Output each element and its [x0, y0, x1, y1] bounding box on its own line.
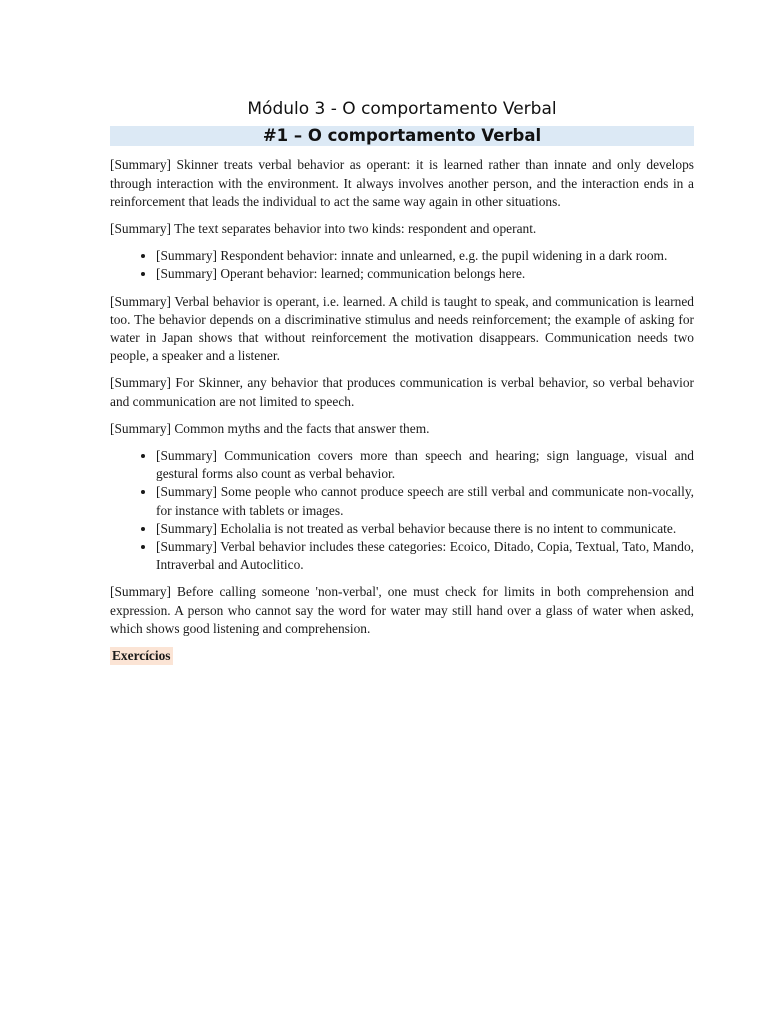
list-item-myth-4: • [Summary] Verbal behavior includes these categories: Ecoico, Ditado, Copia, Textual, Tato, Mando, Intraverbal and Autoclitico.: [156, 538, 694, 574]
list-item-operant: • [Summary] Operant behavior: learned; communication belongs here.: [156, 265, 694, 283]
definition-paragraph: [Summary] For Skinner, any behavior that produces communication is verbal behavior, so verbal behavior and communication are not limited to speech.: [110, 375, 694, 409]
behavior-types-list: [110, 247, 694, 283]
document-page: [110, 100, 694, 665]
myths-intro-paragraph: [Summary] Common myths and the facts that answer them.: [110, 420, 430, 436]
list-item-myth-2: • [Summary] Some people who cannot produce speech are still verbal and communicate non-vocally, for instance with tablets or images.: [156, 483, 694, 519]
myths-list: [110, 447, 694, 574]
list-item-respondent: • [Summary] Respondent behavior: innate and unlearned, e.g. the pupil widening in a dark room.: [156, 247, 694, 265]
list-item-myth-1: • [Summary] Communication covers more than speech and hearing; sign language, visual and gestural forms also count as verbal behavior.: [156, 447, 694, 483]
document-title: Módulo 3 - O comportamento Verbal: [247, 99, 557, 119]
list-item-myth-3: • [Summary] Echolalia is not treated as verbal behavior because there is no intent to communicate.: [156, 520, 694, 538]
exercises-heading: [110, 647, 694, 665]
section-heading: #1 – O comportamento Verbal: [110, 126, 694, 146]
conclusion-paragraph: [Summary] Before calling someone 'non-verbal', one must check for limits in both comprehension and expression. A person who cannot say the word for water may still hand over a glass of water when asked, which shows good listening and comprehension.: [110, 584, 694, 636]
intro-paragraph: [Summary] Skinner treats verbal behavior as operant: it is learned rather than innate and only develops through interaction with the environment. It always involves another person, and the interaction ends in a reinforcement that leads the individual to act the same way again in other situations.: [110, 157, 694, 209]
exercises-label: Exercícios: [110, 647, 173, 665]
types-intro-paragraph: [Summary] The text separates behavior into two kinds: respondent and operant.: [110, 221, 537, 237]
operant-paragraph: [Summary] Verbal behavior is operant, i.e. learned. A child is taught to speak, and communication is learned too. The behavior depends on a discriminative stimulus and needs reinforcement; the example of asking for water in Japan shows that without reinforcement the motivation disappears. Communication needs two people, a speaker and a listener.: [110, 293, 694, 364]
